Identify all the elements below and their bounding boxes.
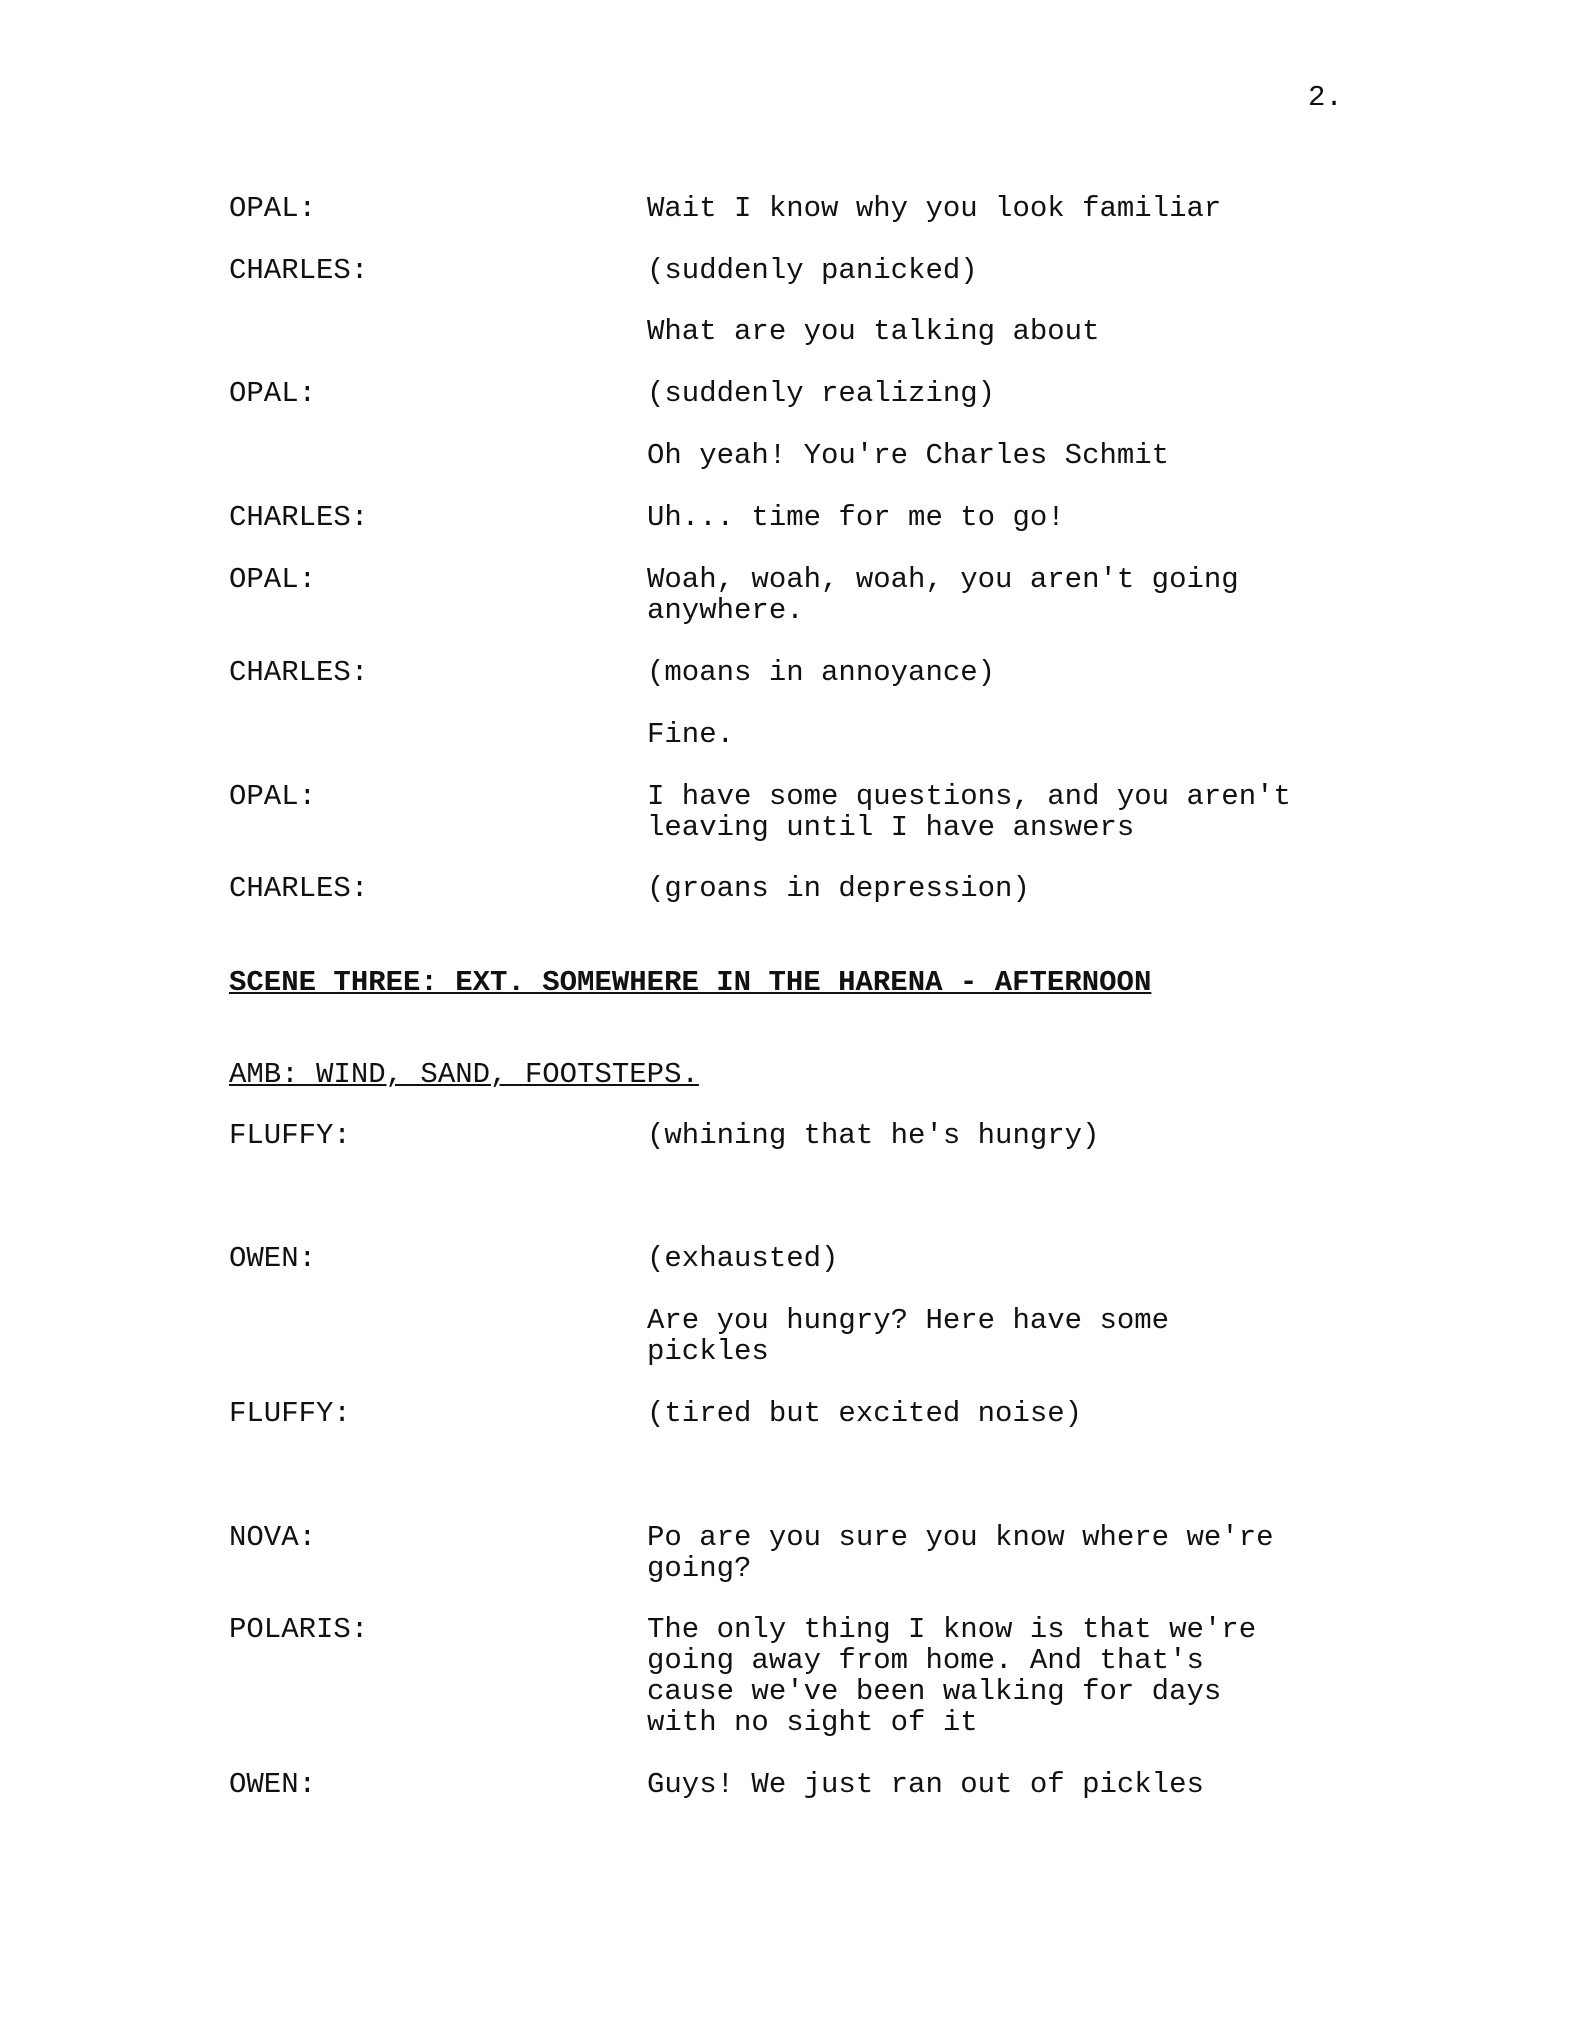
dialogue-text: (suddenly realizing) bbox=[647, 377, 996, 410]
speaker-name: OPAL: bbox=[229, 563, 317, 596]
dialogue-line bbox=[0, 378, 1574, 409]
dialogue-text: Fine. bbox=[647, 718, 735, 751]
speaker-name: OPAL: bbox=[229, 192, 317, 225]
speaker-name: POLARIS: bbox=[229, 1613, 369, 1646]
speaker-name: CHARLES: bbox=[229, 872, 369, 905]
dialogue-line bbox=[0, 657, 1574, 688]
dialogue-text: Are you hungry? Here have some pickles bbox=[647, 1304, 1170, 1368]
dialogue-text: Oh yeah! You're Charles Schmit bbox=[647, 439, 1170, 472]
dialogue-text: I have some questions, and you aren't leaving until I have answers bbox=[647, 780, 1291, 844]
dialogue-line bbox=[0, 563, 1574, 627]
speaker-name: OWEN: bbox=[229, 1768, 317, 1801]
dialogue-line bbox=[0, 1243, 1574, 1274]
ambience-cue: AMB: WIND, SAND, FOOTSTEPS. bbox=[229, 1058, 699, 1091]
dialogue-line bbox=[0, 1398, 1574, 1429]
dialogue-line bbox=[0, 502, 1574, 533]
dialogue-text: (groans in depression) bbox=[647, 872, 1030, 905]
dialogue-text: Guys! We just ran out of pickles bbox=[647, 1768, 1204, 1801]
dialogue-text: Woah, woah, woah, you aren't going anywhere. bbox=[647, 563, 1239, 627]
dialogue-line bbox=[0, 1120, 1574, 1151]
speaker-name: FLUFFY: bbox=[229, 1119, 351, 1152]
dialogue-text: What are you talking about bbox=[647, 315, 1100, 348]
dialogue-line bbox=[0, 780, 1574, 844]
dialogue-text: (moans in annoyance) bbox=[647, 656, 996, 689]
dialogue-line bbox=[0, 719, 1574, 750]
speaker-name: FLUFFY: bbox=[229, 1397, 351, 1430]
speaker-name: CHARLES: bbox=[229, 254, 369, 287]
dialogue-line bbox=[0, 440, 1574, 471]
dialogue-text: (tired but excited noise) bbox=[647, 1397, 1083, 1430]
dialogue-line bbox=[0, 193, 1574, 224]
dialogue-text: Uh... time for me to go! bbox=[647, 501, 1065, 534]
dialogue-line bbox=[0, 873, 1574, 904]
dialogue-line bbox=[0, 316, 1574, 347]
dialogue-text: Wait I know why you look familiar bbox=[647, 192, 1222, 225]
speaker-name: CHARLES: bbox=[229, 656, 369, 689]
dialogue-line bbox=[0, 255, 1574, 286]
dialogue-text: (whining that he's hungry) bbox=[647, 1119, 1100, 1152]
dialogue-text: Po are you sure you know where we're going? bbox=[647, 1521, 1274, 1585]
dialogue-line bbox=[0, 1304, 1574, 1368]
scene-heading: SCENE THREE: EXT. SOMEWHERE IN THE HARENA - AFTERNOON bbox=[229, 966, 1152, 999]
dialogue-text: The only thing I know is that we're going away from home. And that's cause we've been walking for days with no sight of it bbox=[647, 1613, 1257, 1739]
speaker-name: CHARLES: bbox=[229, 501, 369, 534]
speaker-name: OPAL: bbox=[229, 780, 317, 813]
speaker-name: OPAL: bbox=[229, 377, 317, 410]
speaker-name: NOVA: bbox=[229, 1521, 317, 1554]
dialogue-line bbox=[0, 1613, 1574, 1739]
dialogue-line bbox=[0, 1769, 1574, 1800]
page-number: 2. bbox=[1308, 81, 1343, 114]
dialogue-line bbox=[0, 1521, 1574, 1585]
dialogue-text: (suddenly panicked) bbox=[647, 254, 978, 287]
speaker-name: OWEN: bbox=[229, 1242, 317, 1275]
dialogue-text: (exhausted) bbox=[647, 1242, 839, 1275]
